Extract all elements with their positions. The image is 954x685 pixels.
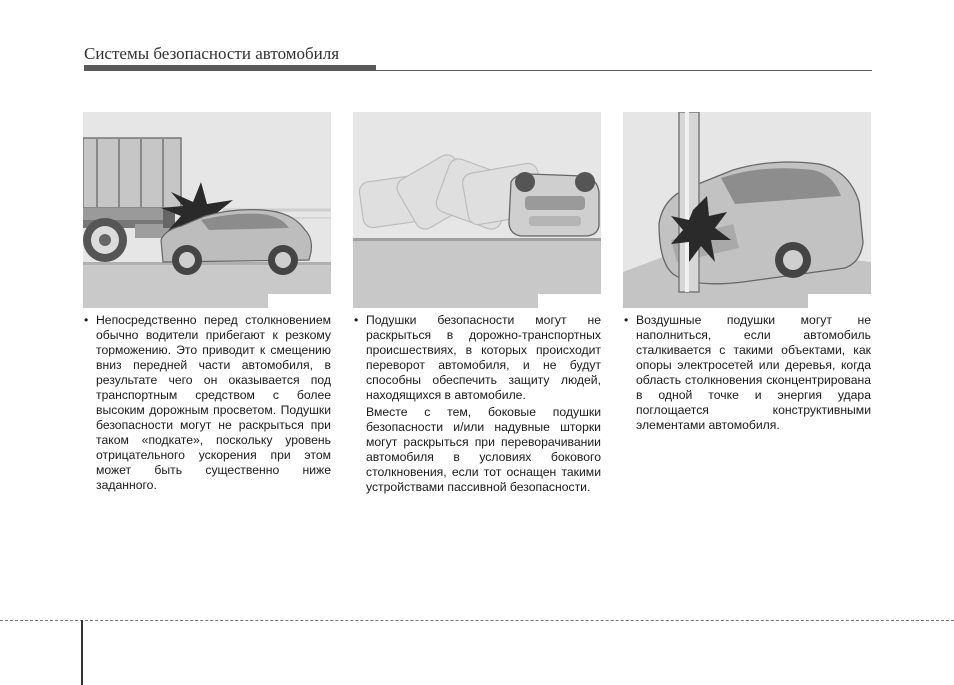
continuation-paragraph: Вместе с тем, боковые подушки безопасности и/или надувные шторки могут раскрыться при переворачивании автомобиля в условиях бокового столкновения, если тот оснащен такими устройствами пассивной безопасности. [366, 405, 601, 494]
header-rule-thin [84, 70, 872, 71]
bullet-paragraph: • Воздушные подушки могут не наполниться, если автомобиль сталкивается с такими объектами, как опоры электросетей или деревья, когда область столкновения сконцентрирована в одной точке и энергия удара поглощается конструктивными элементами автомобиля. [623, 313, 871, 433]
pole-collision-illustration [623, 112, 871, 308]
truck-collision-illustration [83, 112, 331, 308]
bullet-paragraph: • Непосредственно перед столкновением обычно водители прибегают к резкому торможению. Это приводит к смещению вниз передней части автомобиля, в результате чего он оказывается под транспортным средством с более высоким дорожным просветом. Подушки безопасности могут не раскрыться при таком «подкате», поскольку уровень отрицательного ускорения при этом может быть существенно ниже заданного. [83, 313, 331, 493]
page-bottom-dashed-line [0, 620, 954, 621]
text-column-3 [623, 313, 871, 433]
bullet-paragraph: • Подушки безопасности могут не раскрыться в дорожно-транспортных происшествиях, в которых происходит переворот автомобиля, и не будут способны обеспечить защиту людей, находящихся в автомобиле. [353, 313, 601, 403]
rollover-illustration [353, 112, 601, 308]
page-margin-line [81, 620, 83, 685]
section-title: Системы безопасности автомобиля [84, 44, 340, 63]
text-column-2 [353, 313, 601, 495]
text-column-1 [83, 313, 331, 493]
